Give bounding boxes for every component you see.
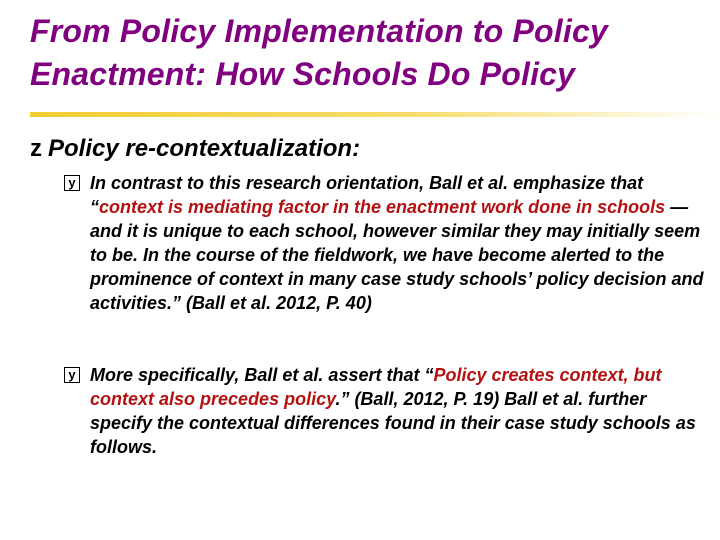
- emphasis-text: Policy creates context, but context also precedes policy: [90, 365, 662, 409]
- checkbox-bullet-icon: y: [64, 175, 80, 191]
- slide-title: [30, 10, 710, 96]
- emphasis-text: context is mediating factor in the enactment work done in schools: [99, 197, 666, 217]
- heading-bullet-icon: z: [30, 135, 42, 162]
- bullet-text-part: .” (Ball, 2012, P. 19) Ball et al. further specify the contextual differences found in their case study schools as follows.: [90, 389, 696, 457]
- section-heading-text: Policy re-contextualization:: [48, 135, 361, 162]
- bullet-text-part: More specifically, Ball et al. assert that “: [90, 365, 434, 385]
- section-heading: [30, 134, 360, 164]
- slide-title-line-1: From Policy Implementation to Policy: [30, 13, 608, 49]
- title-divider: [30, 112, 720, 117]
- bullet-item-policy-creates-context: [68, 363, 710, 459]
- checkbox-bullet-icon: y: [64, 367, 80, 383]
- bullet-text-part: In contrast to this research orientation, Ball et al. emphasize that “: [90, 173, 644, 217]
- slide-title-line-2: Enactment: How Schools Do Policy: [30, 56, 576, 92]
- bullet-text-part: —and it is unique to each school, however similar they may initially seem to be. In the course of the fieldwork, we have become alerted to the prominence of context in many case study schools’ policy decision and activities.” (Ball et al. 2012, P. 40): [90, 197, 704, 313]
- bullet-item-context-mediating: [68, 171, 710, 315]
